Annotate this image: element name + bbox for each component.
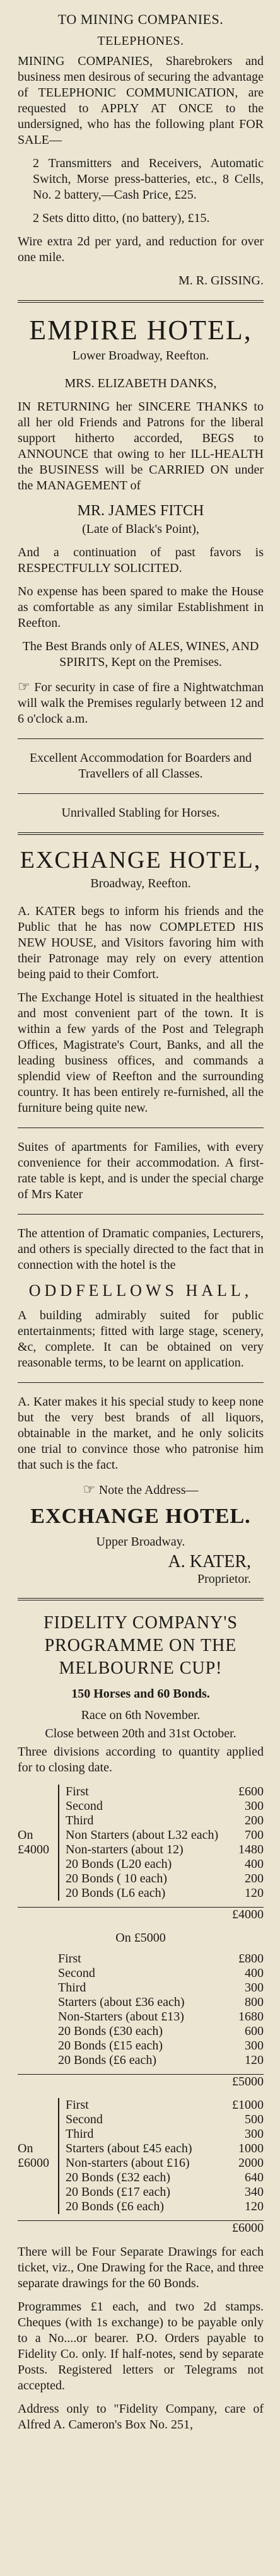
mining-wire-note: Wire extra 2d per yard, and reduction for over one mile. <box>18 235 264 264</box>
mining-item-2: 2 Sets ditto ditto, (no battery), £15. <box>33 211 210 225</box>
exchange-hotel-title: EXCHANGE HOTEL, <box>20 847 262 873</box>
prize-table <box>18 1785 264 1922</box>
prize-row-label: Second <box>58 1966 95 1980</box>
empire-accommodation: Excellent Accommodation for Boarders and Travellers of all Classes. <box>29 751 252 781</box>
divider <box>18 1214 264 1215</box>
empire-body-3: No expense has been spared to make the House as comfortable as any similar Establishment in Reefton. <box>18 585 264 630</box>
prize-table-body <box>18 1785 264 1901</box>
prize-row <box>66 2098 264 2113</box>
exchange-hotel-location: Broadway, Reefton. <box>90 877 191 890</box>
fidelity-title: FIDELITY COMPANY'S PROGRAMME ON THE MELBOURNE CUP! <box>43 1612 238 1679</box>
prize-row <box>66 1843 264 1857</box>
prize-row-amount: £600 <box>238 1784 264 1798</box>
fidelity-address: Address only to "Fidelity Company, care of Alfred A. Cameron's Box No. 251, <box>18 2401 264 2432</box>
prize-row-amount: 700 <box>245 1827 264 1842</box>
prize-row-label: Third <box>58 1980 86 1995</box>
prize-table-total: £5000 <box>18 2074 264 2089</box>
prize-row-label: Third <box>66 1813 94 1827</box>
prize-row-label: 20 Bonds (L20 each) <box>66 1856 172 1871</box>
prize-row-label: First <box>58 1951 81 1966</box>
exchange-body-6: A. Kater makes it his special study to keep none but the very best brands of all liquors, obtainable in the market, and he only solicits one trial to convince those who patronise him that such is the fact. <box>18 1394 264 1472</box>
divider <box>18 1382 264 1383</box>
prize-row-label: 20 Bonds (£6 each) <box>58 2053 157 2067</box>
prize-row-amount: 300 <box>245 2126 264 2141</box>
mining-ad-subtitle: TELEPHONES. <box>97 34 184 48</box>
divider <box>18 738 264 739</box>
divider <box>18 793 264 794</box>
mining-signature: M. R. GISSING. <box>178 274 264 288</box>
prize-row-amount: 2000 <box>238 2155 264 2170</box>
prize-row-label: Second <box>66 2112 103 2126</box>
prize-row-amount: 400 <box>245 1856 264 1871</box>
prize-row <box>66 2156 264 2171</box>
empire-body-2: And a continuation of past favors is RESPECTFULLY SOLICITED. <box>18 545 264 575</box>
prize-row-label: Starters (about £45 each) <box>66 2141 192 2155</box>
prize-row-amount: 200 <box>245 1871 264 1885</box>
mining-intro: MINING COMPANIES, Sharebrokers and business men desirous of securing the advantage of TELEPHONIC COMMUNICATION, are requested to APPLY AT ONCE to the undersigned, who has the following plant FOR SALE— <box>18 54 264 147</box>
divider <box>18 1598 264 1600</box>
prize-table <box>18 1931 264 2089</box>
prize-row-label: Non-starters (about £16) <box>66 2155 190 2170</box>
mining-ad <box>18 11 264 289</box>
prize-table-body <box>18 2098 264 2214</box>
prize-row-amount: 600 <box>245 2024 264 2038</box>
prize-row <box>66 2171 264 2185</box>
prize-row <box>66 1785 264 1799</box>
exchange-body-5: A building admirably suited for public entertainments; fitted with large stage, scenery, &c, complete. It can be obtained on very reasonable terms, to be learnt on application. <box>18 1308 264 1370</box>
prize-row-label: First <box>66 2097 89 2112</box>
prize-table-total: £6000 <box>18 2220 264 2235</box>
prize-row <box>58 1995 264 2010</box>
mining-ad-body <box>18 54 264 289</box>
fidelity-drawings: There will be Four Separate Drawings for each ticket, viz., One Drawing for the Race, and three separate drawings for the 60 Bonds. <box>18 2244 264 2290</box>
prize-row-label: 20 Bonds (£30 each) <box>58 2024 163 2038</box>
prize-row <box>66 1799 264 1814</box>
fidelity-divisions: Three divisions according to quantity applied for to closing date. <box>18 1744 264 1775</box>
fidelity-close: Close between 20th and 31st October. <box>45 1726 236 1740</box>
prize-row-amount: 340 <box>245 2184 264 2199</box>
prize-row-amount: 640 <box>245 2170 264 2184</box>
prize-table-label: On £4000 <box>18 1827 49 1856</box>
fidelity-race: Race on 6th November. <box>81 1708 201 1722</box>
fidelity-sub: 150 Horses and 60 Bonds. <box>71 1686 210 1701</box>
pointing-hand-icon: ☞ <box>18 679 35 694</box>
exchange-signature: A. KATER, <box>168 1551 251 1571</box>
mining-item-1: 2 Transmitters and Receivers, Automatic Switch, Morse press-batteries, etc., 8 Cells, No. 2 battery,—Cash Price, £25. <box>33 156 264 202</box>
exchange-note <box>18 1481 264 1498</box>
prize-rows <box>58 1952 264 2068</box>
prize-row <box>66 2185 264 2200</box>
prize-row-label: Starters (about £36 each) <box>58 1995 185 2009</box>
prize-row <box>58 2039 264 2053</box>
prize-row-amount: 300 <box>245 1980 264 1995</box>
prize-row-amount: 120 <box>245 2053 264 2067</box>
prize-row-amount: 500 <box>245 2112 264 2126</box>
pointing-hand-icon: ☞ <box>83 1481 99 1497</box>
prize-table-total: £4000 <box>18 1907 264 1922</box>
prize-row-label: Third <box>66 2126 94 2141</box>
prize-row-amount: 1680 <box>238 2009 264 2024</box>
prize-row-label: First <box>66 1784 89 1798</box>
prize-row <box>66 1814 264 1828</box>
prize-row-label: 20 Bonds (£6 each) <box>66 2199 165 2213</box>
prize-row-label: Second <box>66 1798 103 1813</box>
empire-proprietor: MRS. ELIZABETH DANKS, <box>64 376 217 390</box>
prize-row <box>66 1886 264 1901</box>
prize-row-amount: 200 <box>245 1813 264 1827</box>
oddfellows-hall-heading: ODDFELLOWS HALL, <box>28 1281 253 1300</box>
prize-row-amount: 120 <box>245 2199 264 2213</box>
empire-manager: MR. JAMES FITCH <box>77 503 204 519</box>
empire-brands: The Best Brands only of ALES, WINES, AND SPIRITS, Kept on the Premises. <box>22 639 259 669</box>
prize-row-label: 20 Bonds (£17 each) <box>66 2184 171 2199</box>
prize-row <box>66 1857 264 1872</box>
prize-table-heading: On £5000 <box>115 1930 166 1945</box>
prize-row-amount: 120 <box>245 1885 264 1900</box>
empire-hotel-location: Lower Broadway, Reefton. <box>72 349 209 363</box>
prize-row <box>58 1952 264 1966</box>
empire-body-1: IN RETURNING her SINCERE THANKS to all her old Friends and Patrons for the liberal support hitherto accorded, BEGS to ANNOUNCE that owing to her ILL-HEALTH the BUSINESS will be CARRIED ON under the MANAGEMENT of <box>18 400 264 492</box>
exchange-body-4: The attention of Dramatic companies, Lecturers, and others is specially directed to the fact that in connection with the hotel is the <box>18 1227 264 1272</box>
prize-row-amount: 1000 <box>238 2141 264 2155</box>
empire-manager-note: (Late of Black's Point), <box>82 522 199 536</box>
mining-ad-title: TO MINING COMPANIES. <box>57 11 224 27</box>
prize-row-label: Non-Starters (about £13) <box>58 2009 184 2024</box>
prize-table-body <box>18 1952 264 2068</box>
prize-table <box>18 2098 264 2235</box>
exchange-address-title: EXCHANGE HOTEL. <box>30 1504 251 1528</box>
prize-row <box>58 1966 264 1981</box>
exchange-signature-role: Proprietor. <box>197 1571 251 1586</box>
prize-row <box>66 1872 264 1886</box>
prize-rows <box>58 2098 264 2214</box>
prize-row-label: 20 Bonds ( 10 each) <box>66 1871 168 1885</box>
prize-tables <box>18 1785 264 2235</box>
prize-row <box>58 2010 264 2024</box>
prize-row-label: 20 Bonds (L6 each) <box>66 1885 166 1900</box>
prize-row-amount: 300 <box>245 1798 264 1813</box>
prize-row <box>58 2053 264 2068</box>
fidelity-programmes: Programmes £1 each, and two 2d stamps. Cheques (with 1s exchange) to be payable only to a No....or bearer. P.O. Orders payable to Fidelity Co. only. If half-notes, send by separate Posts. Registered letters or Telegrams not accepted. <box>18 2299 264 2392</box>
prize-row-label: 20 Bonds (£15 each) <box>58 2038 163 2053</box>
empire-hotel-ad <box>18 314 264 821</box>
divider <box>18 832 264 835</box>
exchange-hotel-ad <box>18 846 264 1587</box>
prize-row <box>66 2142 264 2156</box>
fidelity-ad <box>18 1612 264 2433</box>
prize-row <box>66 2200 264 2214</box>
exchange-note-text: Note the Address— <box>98 1483 199 1497</box>
prize-rows <box>58 1785 264 1901</box>
prize-row <box>58 2024 264 2039</box>
exchange-address-sub: Upper Broadway. <box>96 1534 185 1549</box>
prize-row <box>66 2127 264 2142</box>
prize-row-label: Non-starters (about 12) <box>66 1842 184 1856</box>
prize-row <box>58 1981 264 1995</box>
prize-table-label: On £6000 <box>18 2141 49 2170</box>
empire-hotel-title: EMPIRE HOTEL, <box>29 315 252 346</box>
prize-row-amount: 300 <box>245 2038 264 2053</box>
exchange-body-2: The Exchange Hotel is situated in the healthiest and most convenient part of the town. It is within a few yards of the Post and Telegraph Offices, Magistrate's Court, Banks, and all the leading business offices, and commands a splendid view of Reefton and the surrounding country. It has been entirely re-furnished, all the furniture being quite new. <box>18 991 264 1115</box>
prize-row <box>66 2113 264 2127</box>
prize-row-amount: 400 <box>245 1966 264 1980</box>
prize-row-amount: £1000 <box>232 2097 264 2112</box>
empire-security-text: For security in case of fire a Nightwatchman will walk the Premises regularly between 12 and 6 o'clock a.m. <box>18 680 264 726</box>
exchange-body-1: A. KATER begs to inform his friends and the Public that he has now COMPLETED HIS NEW HOUSE, and Visitors favoring him with their Patronage may rely on every attention being paid to their Comfort. <box>18 904 264 981</box>
prize-row-amount: £800 <box>238 1951 264 1966</box>
prize-row <box>66 1828 264 1843</box>
exchange-body-3: Suites of apartments for Families, with every convenience for their accommodation. A first-rate table is kept, and is under the special charge of Mrs Kater <box>18 1140 264 1201</box>
divider <box>18 300 264 303</box>
empire-security <box>18 678 264 727</box>
prize-row-label: Non Starters (about L32 each) <box>66 1827 219 1842</box>
empire-stabling: Unrivalled Stabling for Horses. <box>61 806 220 820</box>
prize-row-label: 20 Bonds (£32 each) <box>66 2170 171 2184</box>
prize-row-amount: 1480 <box>238 1842 264 1856</box>
prize-row-amount: 800 <box>245 1995 264 2009</box>
